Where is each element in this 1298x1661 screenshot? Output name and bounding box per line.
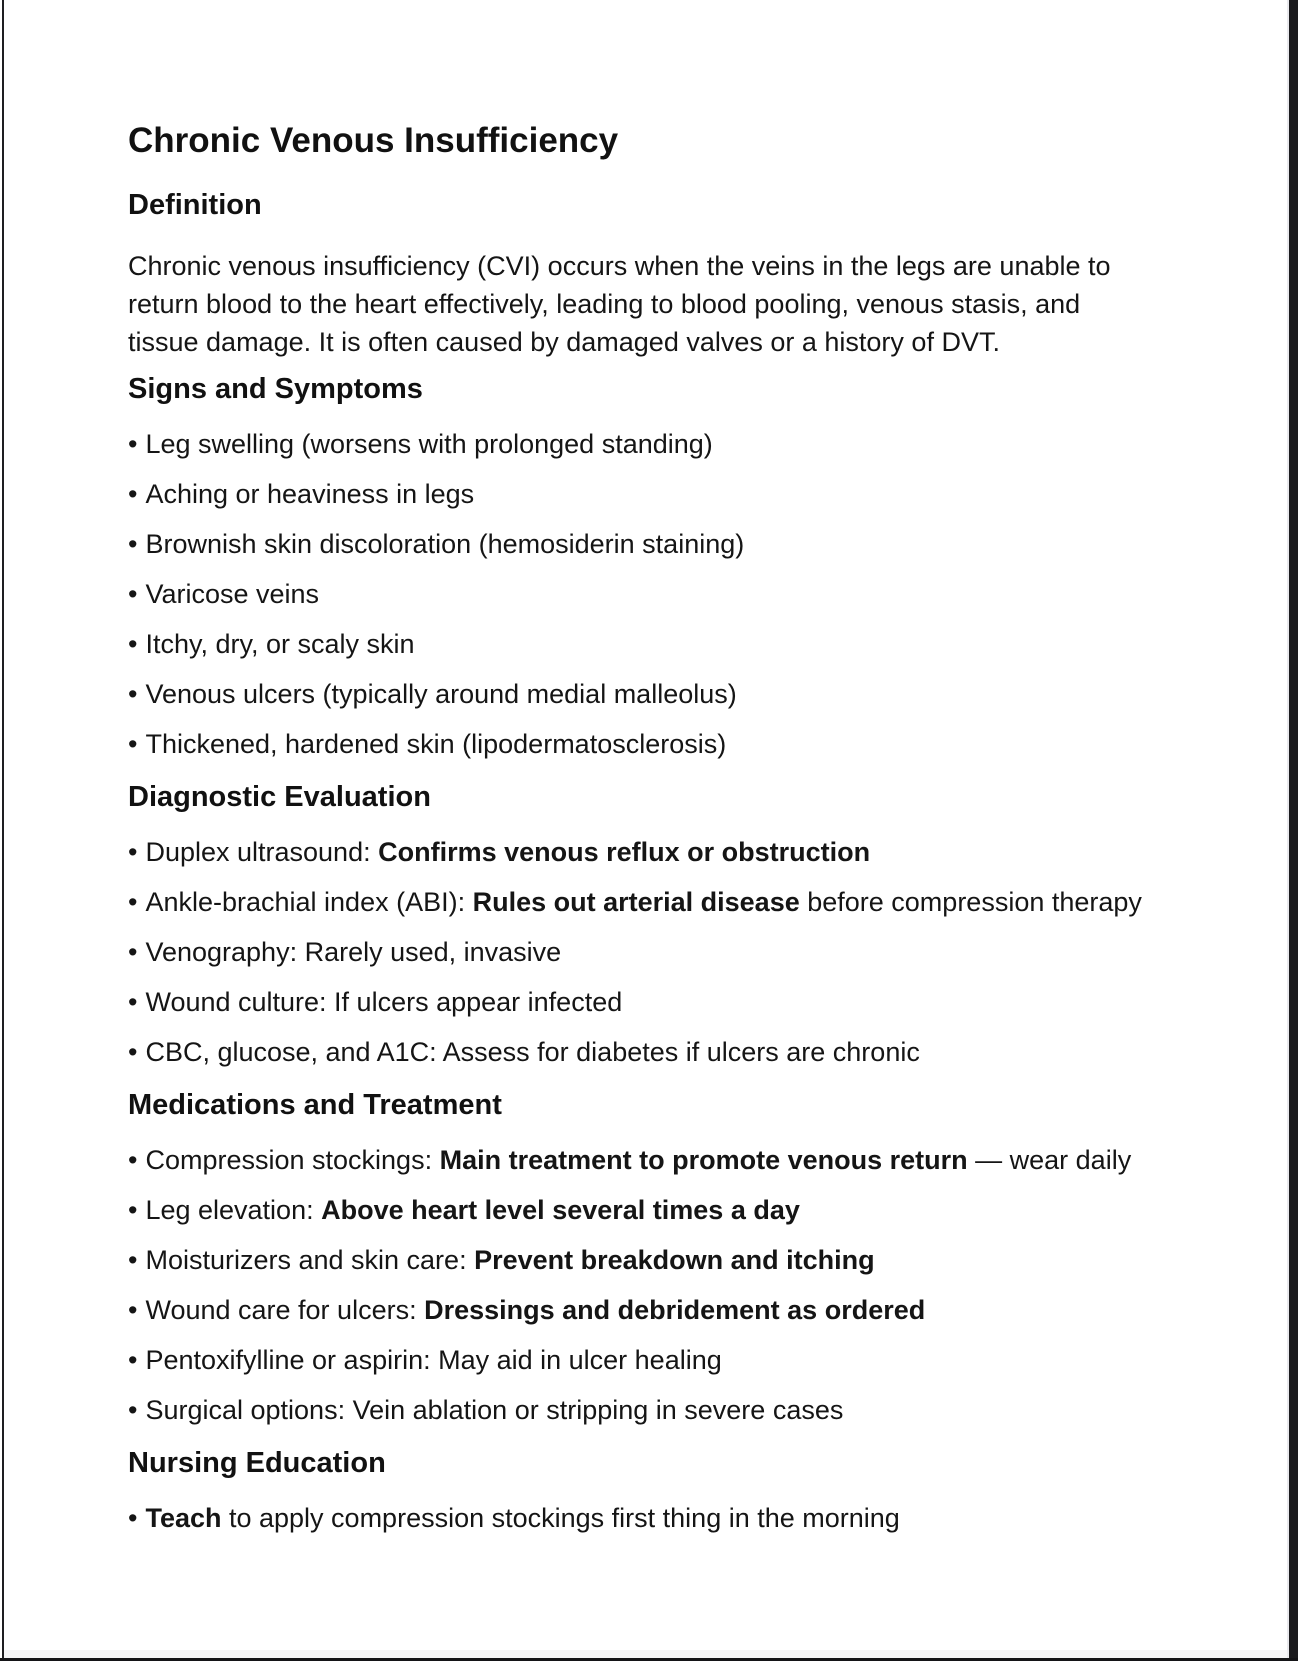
nursing-education-list — [128, 1493, 1168, 1543]
bullet-icon: • — [128, 1295, 138, 1325]
bullet-icon: • — [128, 679, 138, 709]
bullet-icon: • — [128, 729, 138, 759]
list-item-text-bold: Confirms venous reflux or obstruction — [378, 837, 871, 867]
window-left-edge — [2, 0, 4, 1661]
list-item-text: — wear daily — [967, 1145, 1132, 1175]
list-item — [128, 519, 1168, 569]
bullet-icon: • — [128, 629, 138, 659]
bullet-icon: • — [128, 529, 138, 559]
bullet-icon: • — [128, 837, 138, 867]
list-item — [128, 877, 1168, 927]
list-item-text: Duplex ultrasound: — [145, 837, 379, 867]
paragraph-line: return blood to the heart effectively, leading to blood pooling, venous stasis, and — [128, 289, 1081, 319]
list-item-text: Brownish skin discoloration (hemosiderin staining) — [145, 529, 745, 559]
list-item — [128, 1185, 1168, 1235]
list-item-text: Ankle-brachial index (ABI): — [145, 887, 473, 917]
list-item — [128, 619, 1168, 669]
list-item-text: Venography: Rarely used, invasive — [145, 937, 562, 967]
list-item-text: Leg elevation: — [145, 1195, 322, 1225]
list-item — [128, 1285, 1168, 1335]
list-item — [128, 719, 1168, 769]
bullet-icon: • — [128, 479, 138, 509]
list-item-text: Moisturizers and skin care: — [145, 1245, 475, 1275]
list-item-text-bold: Teach — [145, 1503, 222, 1533]
section-heading-signs-symptoms: Signs and Symptoms — [128, 373, 423, 405]
list-item-text-bold: Dressings and debridement as ordered — [424, 1295, 926, 1325]
list-item — [128, 469, 1168, 519]
list-item-text-bold: Main treatment to promote venous return — [439, 1145, 968, 1175]
list-item — [128, 1385, 1168, 1435]
diagnostic-evaluation-list — [128, 827, 1168, 1077]
bullet-icon: • — [128, 987, 138, 1017]
list-item — [128, 569, 1168, 619]
bullet-icon: • — [128, 1195, 138, 1225]
list-item-text: CBC, glucose, and A1C: Assess for diabetes if ulcers are chronic — [145, 1037, 920, 1067]
list-item-text: Thickened, hardened skin (lipodermatosclerosis) — [145, 729, 727, 759]
list-item — [128, 927, 1168, 977]
list-item-text: to apply compression stockings first thing in the morning — [221, 1503, 900, 1533]
list-item — [128, 419, 1168, 469]
bullet-icon: • — [128, 1245, 138, 1275]
list-item-text: Pentoxifylline or aspirin: May aid in ulcer healing — [145, 1345, 722, 1375]
list-item — [128, 1335, 1168, 1385]
list-item — [128, 977, 1168, 1027]
medications-treatment-list — [128, 1135, 1168, 1435]
page-title: Chronic Venous Insufficiency — [128, 121, 619, 160]
list-item — [128, 1493, 1168, 1543]
list-item — [128, 669, 1168, 719]
list-item-text: Wound care for ulcers: — [145, 1295, 425, 1325]
bullet-icon: • — [128, 429, 138, 459]
list-item-text: Aching or heaviness in legs — [145, 479, 475, 509]
list-item-text: Surgical options: Vein ablation or stripping in severe cases — [145, 1395, 844, 1425]
bullet-icon: • — [128, 579, 138, 609]
list-item — [128, 1135, 1168, 1185]
list-item — [128, 827, 1168, 877]
list-item-text: Leg swelling (worsens with prolonged standing) — [145, 429, 713, 459]
window-bottom-strip — [4, 1650, 1287, 1658]
bullet-icon: • — [128, 1345, 138, 1375]
list-item-text: Wound culture: If ulcers appear infected — [145, 987, 623, 1017]
section-heading-definition: Definition — [128, 189, 262, 221]
section-heading-medications-treatment: Medications and Treatment — [128, 1089, 502, 1121]
section-heading-nursing-education: Nursing Education — [128, 1447, 386, 1479]
signs-symptoms-list — [128, 419, 1168, 769]
paragraph-line: tissue damage. It is often caused by damaged valves or a history of DVT. — [128, 327, 1000, 357]
definition-paragraph — [128, 247, 1168, 361]
section-heading-diagnostic-evaluation: Diagnostic Evaluation — [128, 781, 431, 813]
bullet-icon: • — [128, 937, 138, 967]
list-item-text-bold: Above heart level several times a day — [321, 1195, 800, 1225]
list-item-text: Itchy, dry, or scaly skin — [145, 629, 415, 659]
list-item-text-bold: Prevent breakdown and itching — [474, 1245, 875, 1275]
bullet-icon: • — [128, 887, 138, 917]
bullet-icon: • — [128, 1395, 138, 1425]
bullet-icon: • — [128, 1145, 138, 1175]
window-right-edge — [1289, 0, 1298, 1661]
list-item — [128, 1235, 1168, 1285]
list-item-text: before compression therapy — [799, 887, 1142, 917]
list-item-text: Varicose veins — [145, 579, 320, 609]
list-item-text: Venous ulcers (typically around medial malleolus) — [145, 679, 737, 709]
list-item — [128, 1027, 1168, 1077]
bullet-icon: • — [128, 1037, 138, 1067]
paragraph-line: Chronic venous insufficiency (CVI) occurs when the veins in the legs are unable to — [128, 251, 1111, 281]
list-item-text: Compression stockings: — [145, 1145, 440, 1175]
bullet-icon: • — [128, 1503, 138, 1533]
list-item-text-bold: Rules out arterial disease — [472, 887, 800, 917]
